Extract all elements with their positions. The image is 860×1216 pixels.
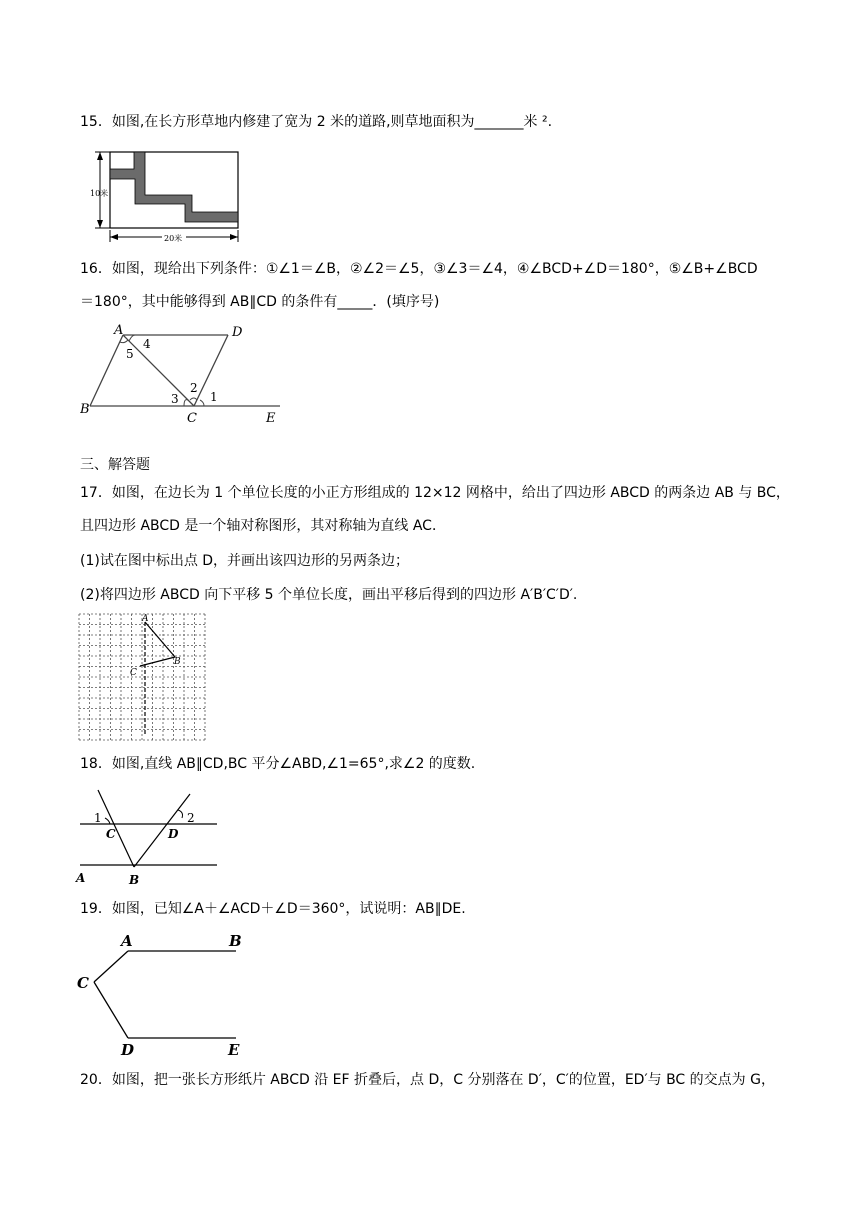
question-17-line-2: 且四边形 ABCD 是一个轴对称图形，其对称轴为直线 AC． [80,518,446,534]
segment-AC [94,951,128,982]
section-title: 三、解答题 [80,457,150,473]
label-B: B [129,873,140,887]
angle-5-label: 5 [126,347,134,361]
label-B: B [229,932,242,950]
figure-19-zigzag [72,928,252,1060]
label-E: E [266,411,276,426]
question-18-text: 18．如图,直线 AB∥CD,BC 平分∠ABD,∠1=65°,求∠2 的度数. [80,756,476,772]
angle-4-label: 4 [143,337,151,351]
figure-18-parallel-lines [72,782,224,888]
height-label: 10米 [90,189,109,198]
figure-16-parallelogram [80,322,290,428]
segment-AB [145,622,175,657]
question-17-line-3: (1)试在图中标出点 D，并画出该四边形的另两条边； [80,553,410,569]
label-B: B [80,402,90,417]
question-16-line-2: ＝180°，其中能够得到 AB∥CD 的条件有_____．(填序号) [80,294,440,310]
width-label: 20米 [164,234,183,243]
question-15-text: 15．如图,在长方形草地内修建了宽为 2 米的道路,则草地面积为_______米 ². [80,114,553,130]
label-C: C [106,827,116,841]
label-D: D [168,827,179,841]
label-A: A [121,932,133,950]
angle-2-label: 2 [187,811,195,825]
question-17-line-4: (2)将四边形 ABCD 向下平移 5 个单位长度，画出平移后得到的四边形 A′B′C′D′. [80,587,578,603]
line-BD [134,794,190,867]
label-C: C [187,411,197,426]
label-B: B [174,657,181,667]
question-17-line-1: 17．如图，在边长为 1 个单位长度的小正方形组成的 12×12 网格中，给出了四边形 ABCD 的两条边 AB 与 BC， [80,485,790,501]
angle-3-label: 3 [171,392,179,406]
dashed-grid [79,614,205,740]
angle-1-label: 1 [94,811,102,825]
label-E: E [228,1041,240,1059]
question-16-line-1: 16．如图，现给出下列条件：①∠1＝∠B，②∠2＝∠5，③∠3＝∠4，④∠BCD+∠D＝180°，⑤∠B+∠BCD [80,261,758,277]
label-C: C [77,974,89,992]
question-19-text: 19．如图，已知∠A＋∠ACD＋∠D＝360°，试说明：AB∥DE. [80,901,466,917]
figure-15-lawn [88,146,248,246]
label-A: A [76,871,86,885]
label-C: C [130,668,137,678]
label-A: A [114,323,124,338]
figure-17-grid [78,612,208,744]
angle-2-label: 2 [190,381,198,395]
label-A: A [142,614,149,624]
label-D: D [232,325,243,340]
question-20-text: 20．如图，把一张长方形纸片 ABCD 沿 EF 折叠后，点 D，C 分别落在 D′，C′的位置，ED′与 BC 的交点为 G， [80,1072,775,1088]
line-BC [98,790,134,867]
segment-CD [94,982,128,1038]
label-D: D [121,1041,135,1059]
angle-1-label: 1 [210,390,218,404]
